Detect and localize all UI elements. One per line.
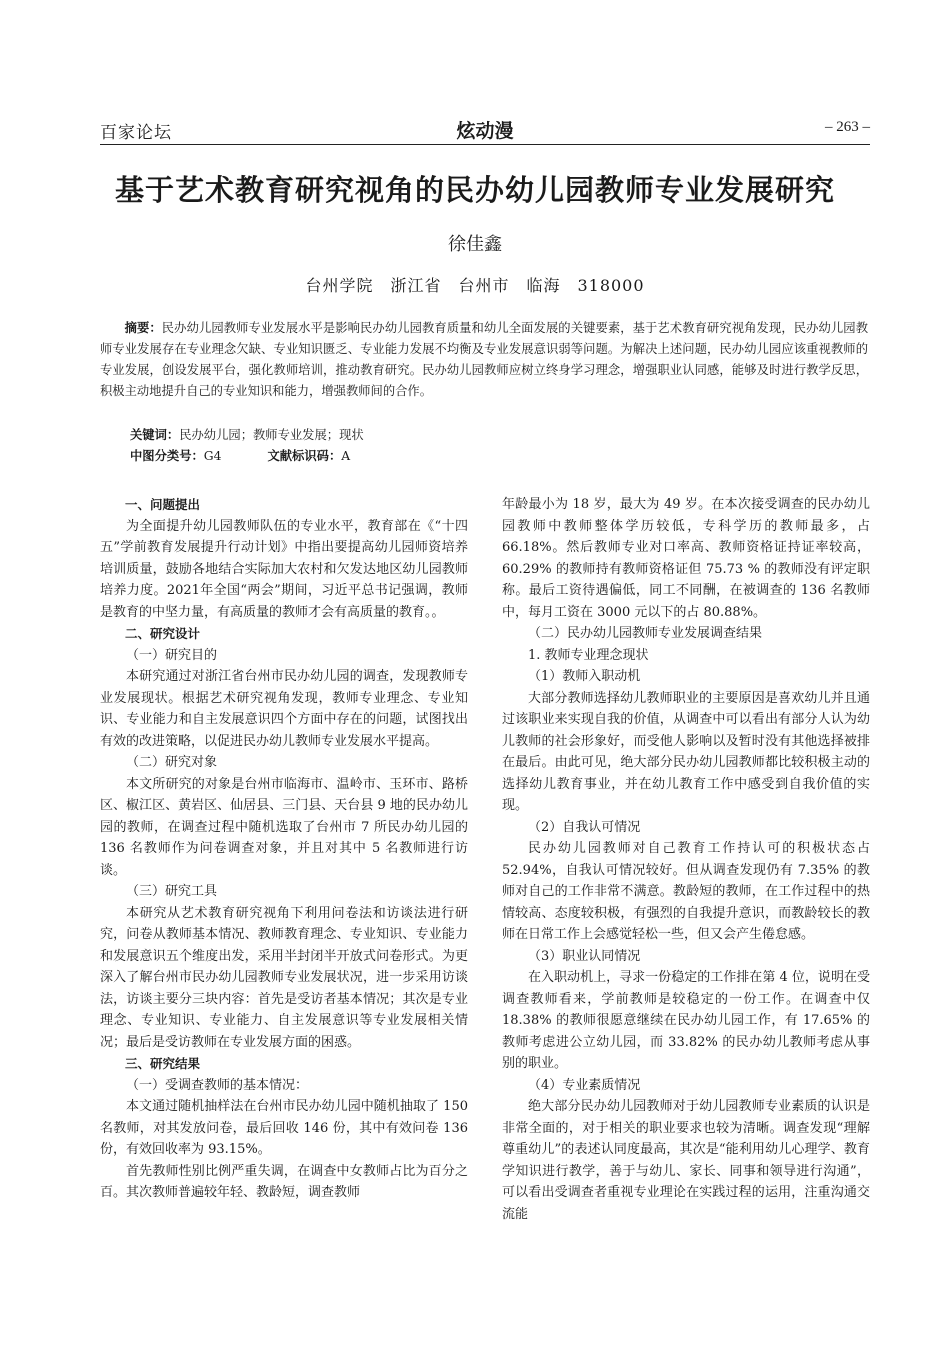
right-column xyxy=(502,494,870,1225)
paragraph: 绝大部分民办幼儿园教师对于幼儿园教师专业素质的认识是非常全面的，对于相关的职业要求也较为清晰。调查发现“理解尊重幼儿”的表述认同度最高，其次是“能利用幼儿心理学、教育学知识进行教学，善于与幼儿、家长、同事和领导进行沟通”，可以看出受调查者重视专业理论在实践过程的运用，注重沟通交流能 xyxy=(502,1099,870,1222)
paragraph: 为全面提升幼儿园教师队伍的专业水平，教育部在《“十四五”学前教育发展提升行动计划》中指出要提高幼儿园师资培养培训质量，鼓励各地结合实际加大农村和欠发达地区幼儿园教师培养力度。2021年全国“两会”期间，习近平总书记强调，教师是教育的中坚力量，有高质量的教师才会有高质量的教育。。 xyxy=(100,518,468,620)
subsection-heading: （二）民办幼儿园教师专业发展调查结果 xyxy=(528,626,763,641)
subsection-heading: 1. 教师专业理念现状 xyxy=(528,647,649,663)
section-heading: 一、问题提出 xyxy=(125,497,201,512)
keywords-text: 民办幼儿园；教师专业发展；现状 xyxy=(179,428,364,442)
paper-title: 基于艺术教育研究视角的民办幼儿园教师专业发展研究 xyxy=(114,173,835,207)
subsection-heading: （2）自我认可情况 xyxy=(528,819,641,835)
subsection-heading: （一）受调查教师的基本情况： xyxy=(126,1077,309,1093)
classification-line xyxy=(130,446,350,467)
keywords xyxy=(130,425,364,446)
doc-code-label: 文献标识码： xyxy=(267,449,342,463)
abstract xyxy=(100,318,868,402)
keywords-label: 关键词： xyxy=(130,428,180,442)
subsection-heading: （1）教师入职动机 xyxy=(528,669,641,684)
subsection-heading: （4）专业素质情况 xyxy=(528,1077,641,1093)
clc-label: 中图分类号： xyxy=(130,449,204,463)
subsection-heading: （二）研究对象 xyxy=(126,755,218,770)
doc-code-value: A xyxy=(341,449,351,463)
journal-section: 百家论坛 xyxy=(100,123,172,143)
paragraph: 本文所研究的对象是台州市临海市、温岭市、玉环市、路桥区、椒江区、黄岩区、仙居县、三门县、天台县 9 地的民办幼儿园的教师，在调查过程中随机选取了台州市 7 所民办幼儿园的 136 名教师作为问卷调查对象，并且对其中 5 名教师进行访谈。 xyxy=(100,776,468,878)
abstract-label: 摘要： xyxy=(124,321,162,335)
subsection-heading: （一）研究目的 xyxy=(126,647,218,663)
paragraph: 本研究从艺术教育研究视角下利用问卷法和访谈法进行研究，问卷从教师基本情况、教师教育理念、专业知识、专业能力和发展意识五个维度出发，采用半封闭半开放式问卷形式。为更深入了解台州市民办幼儿园教师专业发展状况，进一步采用访谈法，访谈主要分三块内容：首先是受访者基本情况；其次是专业理念、专业知识、专业能力、自主发展意识等专业发展相关情况；最后是受访教师在专业发展方面的困惑。 xyxy=(100,905,468,1050)
subsection-heading: （3）职业认同情况 xyxy=(528,948,641,964)
abstract-text: 民办幼儿园教师专业发展水平是影响民办幼儿园教育质量和幼儿全面发展的关键要素，基于艺术教育研究视角发现，民办幼儿园教师专业发展存在专业理念欠缺、专业知识匮乏、专业能力发展不均衡及专业发展意识弱等问题。为解决上述问题，民办幼儿园应该重视教师的专业发展，创设发展平台，强化教师培训，推动教育研究。民办幼儿园教师应树立终身学习理念，增强职业认同感，能够及时进行教学反思，积极主动地提升自己的专业知识和能力，增强教师间的合作。 xyxy=(100,321,868,398)
journal-name: 炫动漫 xyxy=(456,120,514,142)
paragraph: 首先教师性别比例严重失调，在调查中女教师占比为百分之百。其次教师普遍较年轻、教龄短，调查教师 xyxy=(100,1163,468,1200)
paragraph: 在入职动机上，寻求一份稳定的工作排在第 4 位，说明在受调查教师看来，学前教师是较稳定的一份工作。在调查中仅 18.38% 的教师很愿意继续在民办幼儿园工作，有 17.65% 的教师考虑进公立幼儿园，而 33.82% 的民办幼儿教师考虑从事别的职业。 xyxy=(502,970,870,1071)
author-affiliation: 台州学院 浙江省 台州市 临海 318000 xyxy=(305,276,645,295)
paragraph: 年龄最小为 18 岁，最大为 49 岁。在本次接受调查的民办幼儿园教师中教师整体学历较低，专科学历的教师最多，占 66.18%。然后教师专业对口率高、教师资格证持证率较高，60.29% 的教师持有教师资格证但 75.73 % 的教师没有评定职称。最后工资待遇偏低，同工不同酬，在被调查的 136 名教师中，每月工资在 3000 元以下的占 80.88%。 xyxy=(502,497,870,620)
left-column xyxy=(100,494,468,1204)
clc-value: G4 xyxy=(203,449,222,463)
section-heading: 三、研究结果 xyxy=(125,1056,201,1071)
subsection-heading: （三）研究工具 xyxy=(126,884,218,899)
page-number: – 263 – xyxy=(825,119,870,135)
author-name: 徐佳鑫 xyxy=(448,234,502,255)
paragraph: 本文通过随机抽样法在台州市民办幼儿园中随机抽取了 150 名教师，对其发放问卷，最后回收 146 份，其中有效问卷 136 份，有效回收率为 93.15%。 xyxy=(100,1099,468,1157)
paragraph: 本研究通过对浙江省台州市民办幼儿园的调查，发现教师专业发展现状。根据艺术研究视角发现，教师专业理念、专业知识、专业能力和自主发展意识四个方面中存在的问题，试图找出有效的改进策略，以促进民办幼儿教师专业发展水平提高。 xyxy=(100,669,468,749)
paragraph: 民办幼儿园教师对自己教育工作持认可的积极状态占 52.94%，自我认可情况较好。但从调查发现仍有 7.35% 的教师对自己的工作非常不满意。教龄短的教师，在工作过程中的热情较高、态度较积极，有强烈的自我提升意识，而教龄较长的教师在日常工作上会感觉轻松一些，但又会产生倦怠感。 xyxy=(502,841,870,942)
section-heading: 二、研究设计 xyxy=(125,626,201,641)
running-header xyxy=(100,116,870,145)
paragraph: 大部分教师选择幼儿教师职业的主要原因是喜欢幼儿并且通过该职业来实现自我的价值，从调查中可以看出有部分人认为幼儿教师的社会形象好，而受他人影响以及暂时没有其他选择被排在最后。由此可见，绝大部分民办幼儿园教师都比较积极主动的选择幼儿教育事业，并在幼儿教育工作中感受到自我价值的实现。 xyxy=(502,690,870,813)
